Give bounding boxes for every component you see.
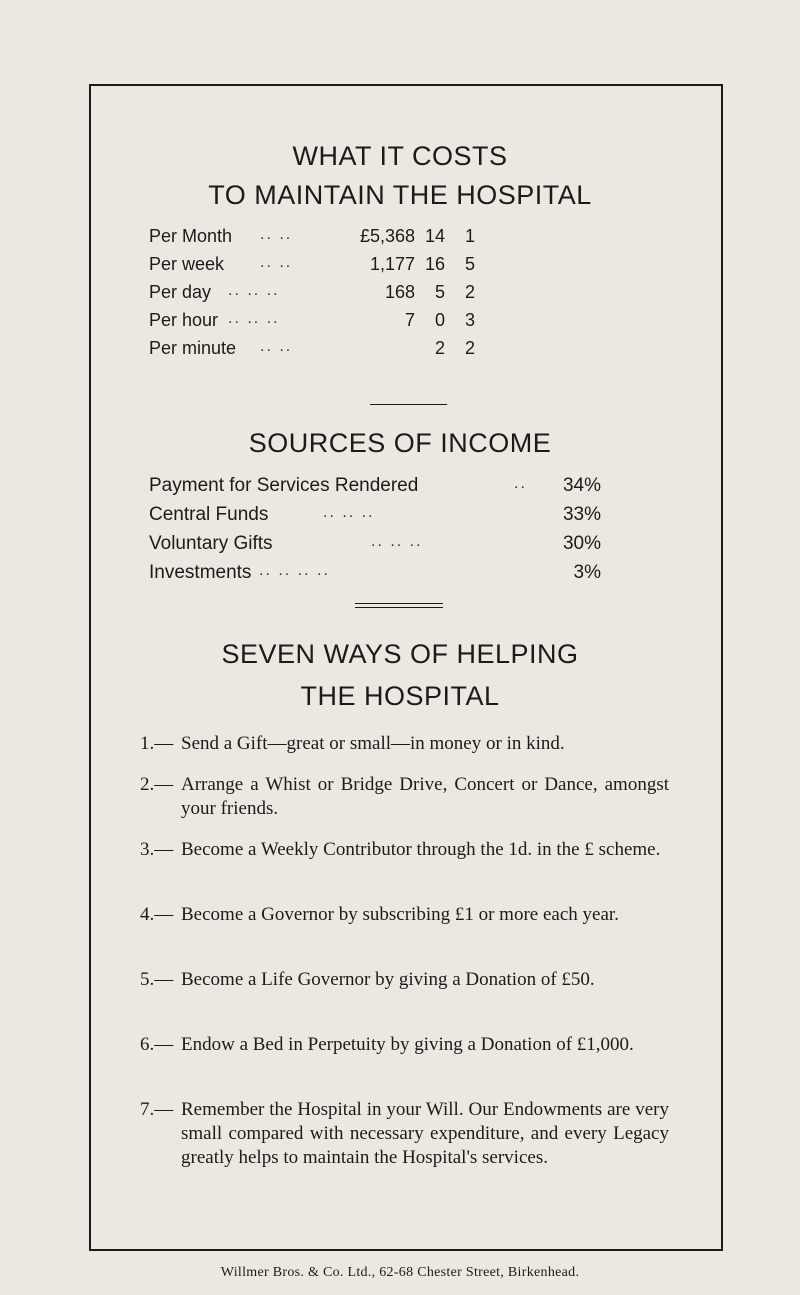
cost-shillings: 2 [434, 338, 445, 358]
printer-imprint: Willmer Bros. & Co. Ltd., 62-68 Chester Street, Birkenhead. [220, 1265, 580, 1280]
cost-label: Per Month [149, 226, 233, 246]
cost-label: Per minute [149, 338, 237, 358]
cost-pounds: £5,368 [359, 226, 415, 246]
cost-pounds: 168 [384, 282, 415, 302]
cost-pounds: 1,177 [369, 254, 415, 274]
list-item-text: Endow a Bed in Perpetuity by giving a Donation of £1,000. [181, 1034, 634, 1055]
cost-row [149, 226, 649, 252]
list-item-number: 5.— [140, 969, 174, 990]
cost-pence: 5 [464, 254, 475, 274]
cost-row [149, 282, 649, 308]
cost-pence: 2 [464, 282, 475, 302]
cost-pence: 1 [464, 226, 475, 246]
cost-label: Per day [149, 282, 212, 302]
leader-dots: .. .. .. [323, 504, 375, 521]
cost-row [149, 310, 649, 336]
leader-dots: .. .. [260, 226, 293, 243]
list-item-number: 6.— [140, 1034, 174, 1055]
income-label: Voluntary Gifts [149, 533, 273, 554]
section-divider [355, 603, 443, 604]
cost-pounds: 7 [404, 310, 415, 330]
cost-shillings: 16 [424, 254, 445, 274]
cost-shillings: 5 [434, 282, 445, 302]
cost-shillings: 14 [424, 226, 445, 246]
cost-shillings: 0 [434, 310, 445, 330]
income-title: SOURCES OF INCOME [248, 428, 552, 458]
costs-title-line1: WHAT IT COSTS [292, 141, 508, 171]
list-item-text: Remember the Hospital in your Will. Our Endowments are very small compared with necessary expenditure, and every Legacy greatly helps to maintain the Hospital's services. [181, 1099, 669, 1168]
section-divider [370, 404, 447, 405]
list-item-number: 2.— [140, 774, 174, 795]
income-label: Investments [149, 562, 252, 583]
income-row [149, 504, 649, 530]
list-item-number: 1.— [140, 733, 174, 754]
income-percent: 3% [573, 562, 601, 583]
income-label: Central Funds [149, 504, 269, 525]
list-item-text: Arrange a Whist or Bridge Drive, Concert or Dance, amongst your friends. [181, 774, 669, 819]
cost-label: Per hour [149, 310, 219, 330]
list-item-number: 3.— [140, 839, 174, 860]
ways-title-line1: SEVEN WAYS OF HELPING [221, 639, 579, 669]
list-item-text: Send a Gift—great or small—in money or in kind. [181, 733, 565, 754]
income-row [149, 475, 649, 501]
income-percent: 34% [562, 475, 601, 496]
income-row [149, 533, 649, 559]
cost-row [149, 254, 649, 280]
list-item-text: Become a Governor by subscribing £1 or more each year. [181, 904, 619, 925]
leader-dots: .. .. .. .. [259, 562, 330, 579]
leader-dots: .. .. [260, 254, 293, 271]
leader-dots: .. .. .. [371, 533, 423, 550]
list-item-number: 7.— [140, 1099, 174, 1120]
leader-dots: .. [514, 475, 527, 492]
cost-label: Per week [149, 254, 225, 274]
cost-row [149, 338, 649, 364]
cost-pence: 2 [464, 338, 475, 358]
costs-title-line2: TO MAINTAIN THE HOSPITAL [208, 180, 592, 210]
list-item-text: Become a Weekly Contributor through the 1d. in the £ scheme. [181, 839, 661, 860]
leader-dots: .. .. .. [228, 282, 280, 299]
income-row [149, 562, 649, 588]
income-percent: 33% [562, 504, 601, 525]
income-percent: 30% [562, 533, 601, 554]
ways-title-line2: THE HOSPITAL [300, 681, 500, 711]
income-label: Payment for Services Rendered [149, 475, 419, 496]
section-divider [355, 607, 443, 608]
leader-dots: .. .. .. [228, 310, 280, 327]
list-item-text: Become a Life Governor by giving a Donation of £50. [181, 969, 595, 990]
cost-pence: 3 [464, 310, 475, 330]
leader-dots: .. .. [260, 338, 293, 355]
list-item-number: 4.— [140, 904, 174, 925]
